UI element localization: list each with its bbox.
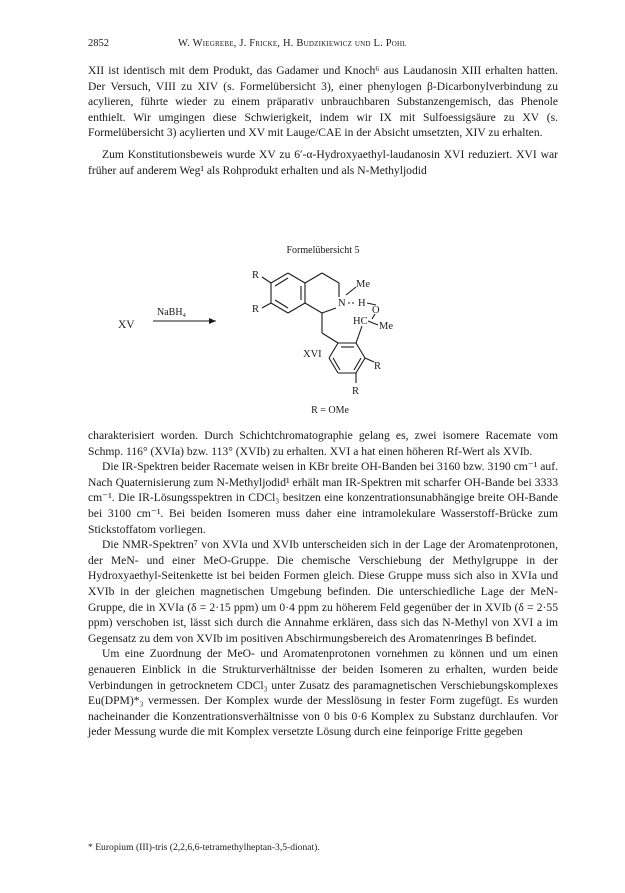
- paragraph: charakterisiert worden. Durch Schichtchromatographie gelang es, zwei isomere Racemate vom Schmp. 116° (XVIa) bzw. 113° (XVIb) zu erhalten. XVI a hat einen höheren Rf-Wert als XVIb.: [88, 429, 558, 458]
- compound-label: XVI: [303, 349, 322, 360]
- footnote: * Europium (III)-tris (2,2,6,6-tetramethylheptan-3,5-dionat).: [88, 842, 320, 853]
- nitrogen-label: N: [338, 298, 346, 309]
- oxygen-label: O: [372, 305, 380, 316]
- methine-label: HC: [353, 316, 368, 327]
- c-methyl-label: Me: [379, 321, 393, 332]
- figure-caption: Formelübersicht 5: [286, 245, 360, 256]
- r-legend: R = OMe: [311, 405, 349, 416]
- paragraph: Die IR-Spektren beider Racemate weisen in KBr breite OH-Banden bei 3160 bzw. 3190 cm⁻¹ auf. Nach Quaternisierung zum N-Methyljodid¹ erhält man IR-Spektren mit scharfer OH-Bande bei 3333 cm⁻¹. Die IR-Lösungsspektren in CDCl₃ besitzen eine konzentrationsunabhängige breite OH-Bande bei 3100 cm⁻¹. Bei beiden Isomeren muss daher eine intramolekulare Wasserstoff-Brücke zum Stickstoffatom vorliegen.: [88, 460, 558, 536]
- structure-drawing: [88, 190, 558, 420]
- paragraph: Zum Konstitutionsbeweis wurde XV zu 6′-α-Hydroxyaethyl-laudanosin XVI reduziert. XVI war früher auf anderem Weg¹ als Rohprodukt erhalten und als N-Methyljodid: [88, 147, 558, 177]
- hydrogen-label: H: [358, 298, 366, 309]
- text-block-top: [88, 63, 558, 178]
- arrow-head: [209, 318, 216, 324]
- substituent-r: R: [352, 386, 360, 397]
- paragraph: Die NMR-Spektren⁷ von XVIa und XVIb unterscheiden sich in der Lage der Aromatenprotonen, der MeN- und einer MeO-Gruppe. Die chemische Verschiebung der Methylgruppe in der Hydroxyaethyl-Seitenkette ist bei beiden Formen gleich. Diese Gruppe muss sich also in XVIa und XVIb in der gleichen magnetischen Umgebung befinden. Die unterschiedliche Lage der MeN-Gruppe, die in XVIa (δ = 2·15 ppm) um 0·4 ppm zu höherem Feld gegenüber der in XVIb (δ = 2·55 ppm) verschoben ist, lässt sich durch die Annahme erklären, dass sich das N-Methyl von XVI a im Gegensatz zu dem von XVIb im positiven Abschirmungsbereich des Aromatenringes B befindet.: [88, 538, 558, 645]
- reactant-label: XV: [118, 319, 135, 331]
- substituent-r: R: [252, 304, 260, 315]
- text-block-bottom: [88, 428, 558, 740]
- running-header: [88, 38, 558, 54]
- substituent-r: R: [374, 361, 382, 372]
- page-number: 2852: [88, 38, 109, 49]
- n-methyl-label: Me: [356, 279, 370, 290]
- author-line: W. Wiegrebe, J. Fricke, H. Budzikiewicz und L. Pohl: [178, 38, 407, 49]
- paragraph: XII ist identisch mit dem Produkt, das Gadamer und Knoch⁶ aus Laudanosin XIII erhalten hatten. Der Versuch, VIII zu XIV (s. Formelübersicht 3), einer phenylogen β-Dicarbonylverbindung zu acylieren, führte wieder zu einem präparativ unbrauchbaren Substanzengemisch, das Phenole enthielt. Wir umgingen diese Schwierigkeit, indem wir IX mit Sulfoessigsäure zu XV (s. Formelübersicht 3) acylierten und XV mit Lauge/CAE in der Absicht umsetzten, XIV zu erhalten.: [88, 64, 558, 140]
- paragraph: Um eine Zuordnung der MeO- und Aromatenprotonen vornehmen zu können und um einen genaueren Einblick in die Strukturverhältnisse der beiden Isomeren zu erhalten, wurden beide Verbindungen in getrocknetem CDCl₃ unter Zusatz des paramagnetischen Verschiebungskomplexes Eu(DPM)*₃ vermessen. Der Komplex wurde der Messlösung in fester Form zugefügt. Es wurden nacheinander die Konzentrationsverhältnisse von 0 bis 0·6 Komplex zu Substanz durchlaufen. Vor jeder Messung wurde die mit Komplex versetzte Lösung durch eine feinporige Fritte gegeben: [88, 647, 558, 739]
- substituent-r: R: [252, 270, 260, 281]
- atom-labels: [252, 270, 393, 416]
- reaction-figure: [88, 190, 558, 420]
- reagent-label: NaBH₄: [157, 307, 187, 318]
